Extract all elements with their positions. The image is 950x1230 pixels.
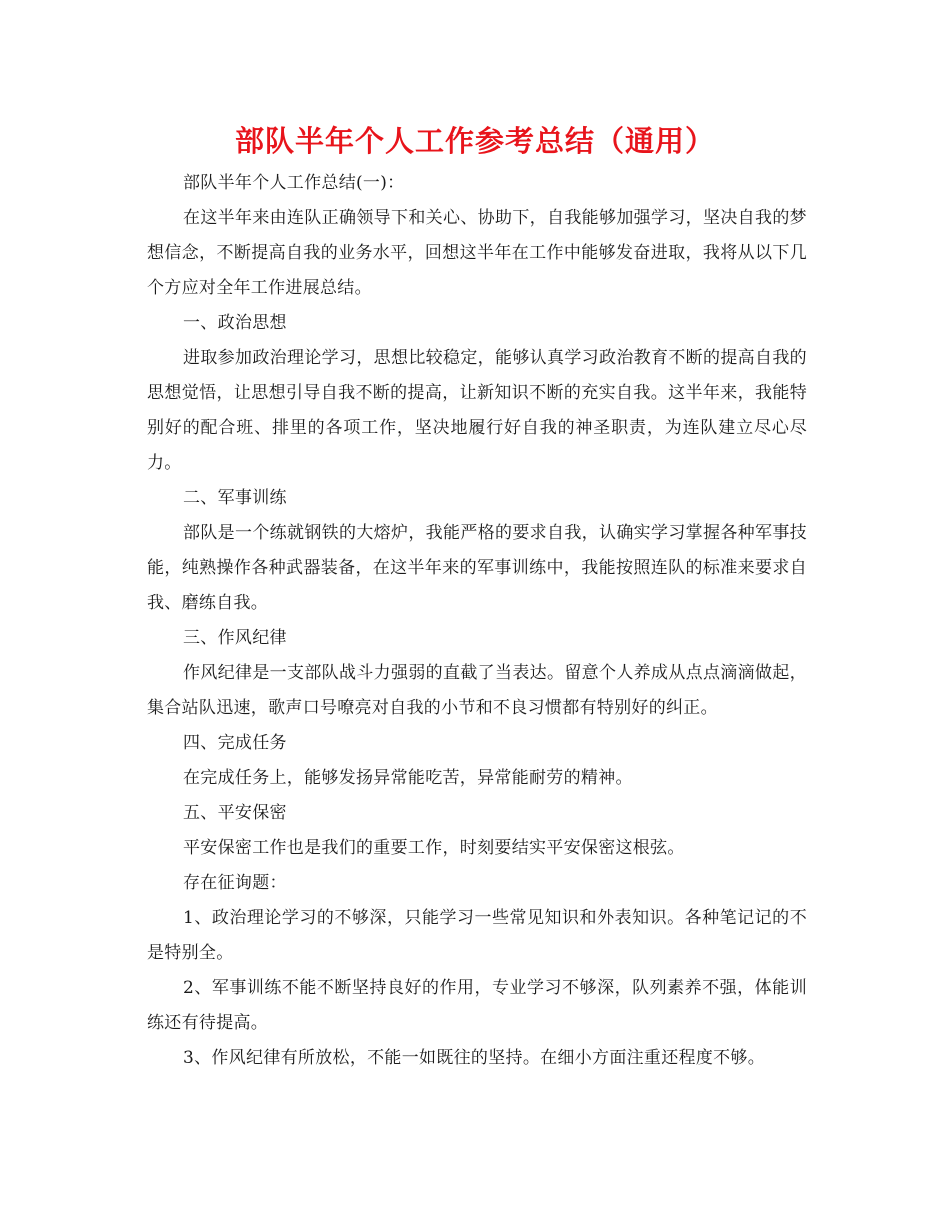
section-heading: 存在征询题： bbox=[183, 873, 287, 893]
section-heading: 三、作风纪律 bbox=[183, 628, 287, 648]
section-heading: 五、平安保密 bbox=[183, 803, 287, 823]
document-title: 部队半年个人工作参考总结（通用） bbox=[234, 124, 715, 158]
list-item: 3、作风纪律有所放松，不能一如既往的坚持。在细小方面注重还程度不够。 bbox=[183, 1048, 766, 1068]
section-heading: 二、军事训练 bbox=[183, 488, 287, 508]
body-paragraph: 作风纪律是一支部队战斗力强弱的直截了当表达。留意个人养成从点点滴滴做起，集合站队迅速，歌声口号嘹亮对自我的小节和不良习惯都有特别好的纠正。 bbox=[147, 663, 807, 718]
body-paragraph: 平安保密工作也是我们的重要工作，时刻要结实平安保密这根弦。 bbox=[183, 838, 685, 858]
body-paragraph: 在完成任务上，能够发扬异常能吃苦，异常能耐劳的精神。 bbox=[183, 768, 633, 788]
body-paragraph: 在这半年来由连队正确领导下和关心、协助下，自我能够加强学习，坚决自我的梦想信念，不断提高自我的业务水平，回想这半年在工作中能够发奋进取，我将从以下几个方应对全年工作进展总结。 bbox=[147, 208, 807, 298]
list-item: 2、军事训练不能不断坚持良好的作用，专业学习不够深，队列素养不强，体能训练还有待提高。 bbox=[147, 978, 807, 1033]
section-heading: 部队半年个人工作总结(一)： bbox=[183, 173, 405, 193]
section-heading: 四、完成任务 bbox=[183, 733, 287, 753]
list-item: 1、政治理论学习的不够深，只能学习一些常见知识和外表知识。各种笔记记的不是特别全。 bbox=[147, 908, 807, 963]
document-body bbox=[147, 166, 807, 1076]
body-paragraph: 进取参加政治理论学习，思想比较稳定，能够认真学习政治教育不断的提高自我的思想觉悟，让思想引导自我不断的提高，让新知识不断的充实自我。这半年来，我能特别好的配合班、排里的各项工作，坚决地履行好自我的神圣职责，为连队建立尽心尽力。 bbox=[147, 348, 807, 473]
body-paragraph: 部队是一个练就钢铁的大熔炉，我能严格的要求自我，认确实学习掌握各种军事技能，纯熟操作各种武器装备，在这半年来的军事训练中，我能按照连队的标准来要求自我、磨练自我。 bbox=[147, 523, 807, 613]
section-heading: 一、政治思想 bbox=[183, 313, 287, 333]
